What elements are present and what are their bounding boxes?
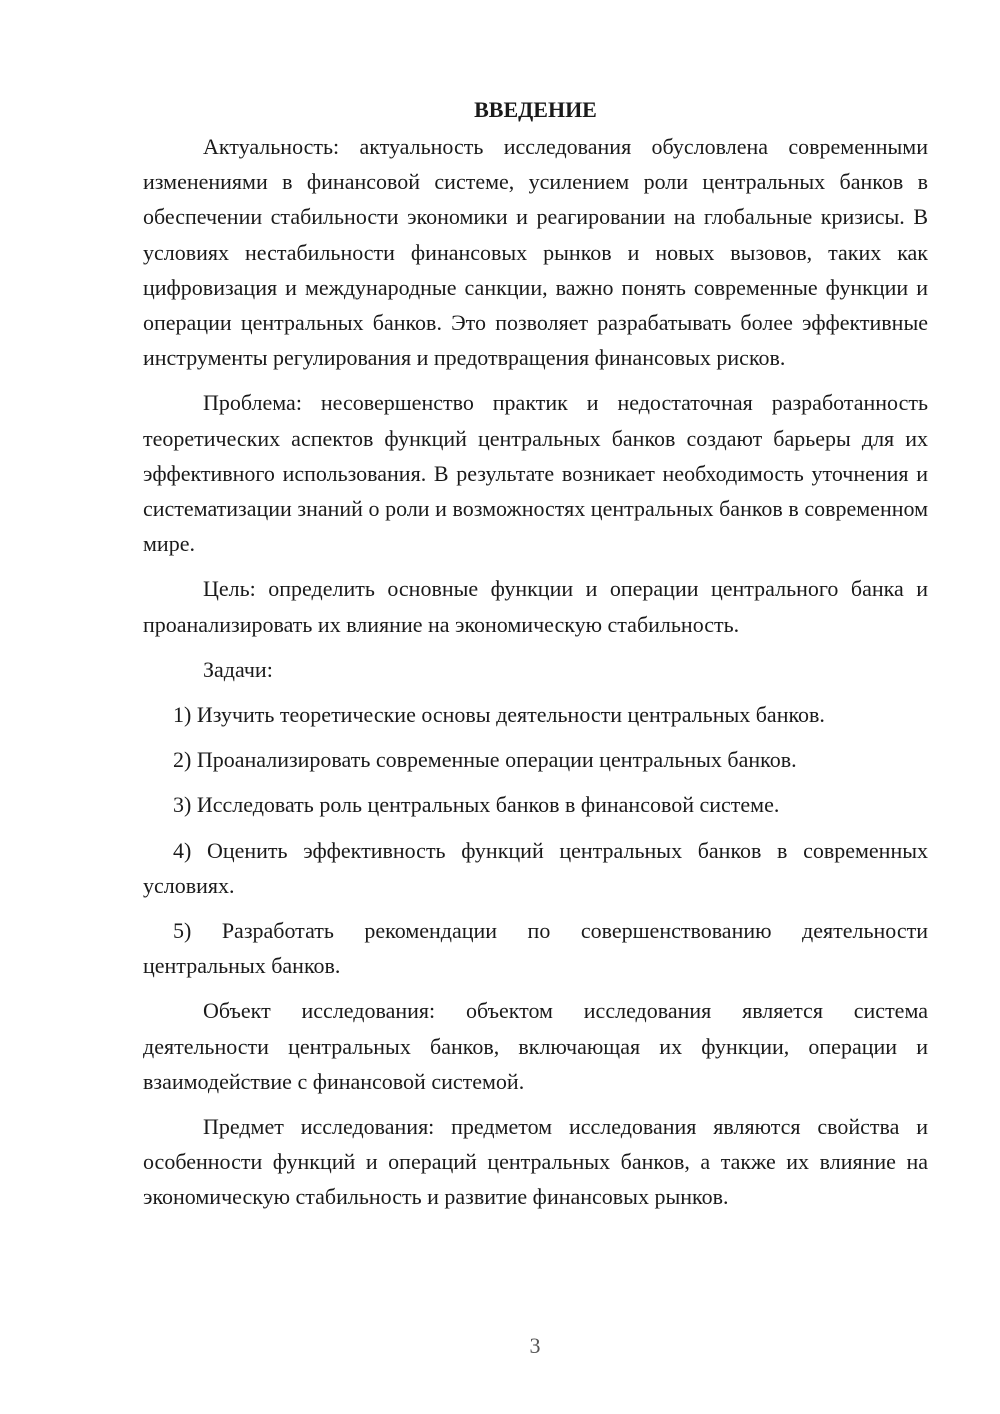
paragraph-problem: Проблема: несовершенство практик и недостаточная разработанность теоретических аспектов функций центральных банков создают барьеры для их эффективного использования. В результате возникает необходимость уточнения и систематизации знаний о роли и возможностях центральных банков в современном мире.	[143, 390, 928, 557]
paragraph-goal: Цель: определить основные функции и операции центрального банка и проанализировать их влияние на экономическую стабильность.	[143, 576, 928, 637]
paragraph-relevance: Актуальность: актуальность исследования обусловлена современными изменениями в финансовой системе, усилением роли центральных банков в обеспечении стабильности экономики и реагировании на глобальные кризисы. В условиях нестабильности финансовых рынков и новых вызовов, таких как цифровизация и международные санкции, важно понять современные функции и операции центральных банков. Это позволяет разрабатывать более эффективные инструменты регулирования и предотвращения финансовых рисков.	[143, 134, 928, 371]
task-item-2: 2) Проанализировать современные операции центральных банков.	[173, 747, 797, 773]
document-page	[143, 92, 928, 1225]
task-item-5: 5) Разработать рекомендации по совершенствованию деятельности центральных банков.	[143, 918, 928, 979]
section-title: ВВЕДЕНИЕ	[474, 97, 597, 122]
task-item-3: 3) Исследовать роль центральных банков в финансовой системе.	[173, 792, 780, 818]
paragraph-subject: Предмет исследования: предметом исследования являются свойства и особенности функций и операций центральных банков, а также их влияние на экономическую стабильность и развитие финансовых рынков.	[143, 1114, 928, 1210]
paragraph-object: Объект исследования: объектом исследования является система деятельности центральных банков, включающая их функции, операции и взаимодействие с финансовой системой.	[143, 998, 928, 1094]
task-item-1: 1) Изучить теоретические основы деятельности центральных банков.	[173, 702, 825, 728]
page-number: 3	[529, 1333, 541, 1358]
tasks-heading: Задачи:	[203, 656, 273, 682]
task-item-4: 4) Оценить эффективность функций центральных банков в современных условиях.	[143, 837, 928, 898]
